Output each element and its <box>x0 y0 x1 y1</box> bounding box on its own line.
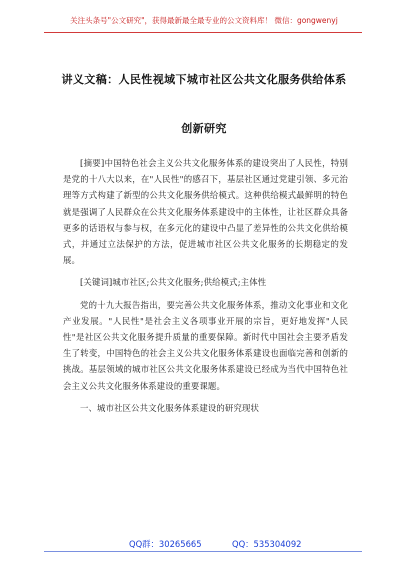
footer-divider <box>44 551 362 552</box>
footer-qq-number: QQ：535304092 <box>232 539 302 549</box>
keywords-paragraph: [关键词]城市社区;公共文化服务;供给模式;主体性 <box>80 277 267 288</box>
footer-contact <box>0 538 408 550</box>
document-body <box>63 155 348 416</box>
document-title: 讲义文稿：人民性视域下城市社区公共文化服务供给体系 <box>61 73 347 86</box>
header-banner: 关注头条号"公文研究"，获得最新最全最专业的公文资料库！ 微信：gongwenyj <box>70 16 338 25</box>
header-divider <box>44 32 362 33</box>
body-paragraph: 党的十九大报告指出，要完善公共文化服务体系，推动文化事业和文化产业发展。"人民性"是社会主义各项事业开展的宗旨，更好地发挥"人民性"是社区公共文化服务提升质量的重要保障。新时代中国社会主要矛盾发生了转变，中国特色的社会主义公共文化服务体系建设也面临完善和创新的挑战。基层领域的城市社区公共文化服务体系建设已经成为当代中国特色社会主义公共文化服务体系建设的重要课题。 <box>63 299 348 391</box>
section-heading: 一、城市社区公共文化服务体系建设的研究现状 <box>80 402 260 413</box>
abstract-paragraph: [摘要]中国特色社会主义公共文化服务体系的建设突出了人民性，特别是党的十八大以来，在"人民性"的感召下，基层社区通过党建引领、多元治理等方式构建了新型的公共文化服务供给模式。这种供给模式最鲜明的特色就是强调了人民群众在公共文化服务体系建设中的主体性，让社区群众具备更多的话语权与参与权，在多元化的建设中凸显了差异性的公共文化供给模式，并通过立法保护的方法，促进城市社区公共文化服务的长期稳定的发展。 <box>63 158 348 266</box>
document-subtitle: 创新研究 <box>181 122 227 135</box>
footer-qq-group: QQ群：30265665 <box>129 539 202 549</box>
